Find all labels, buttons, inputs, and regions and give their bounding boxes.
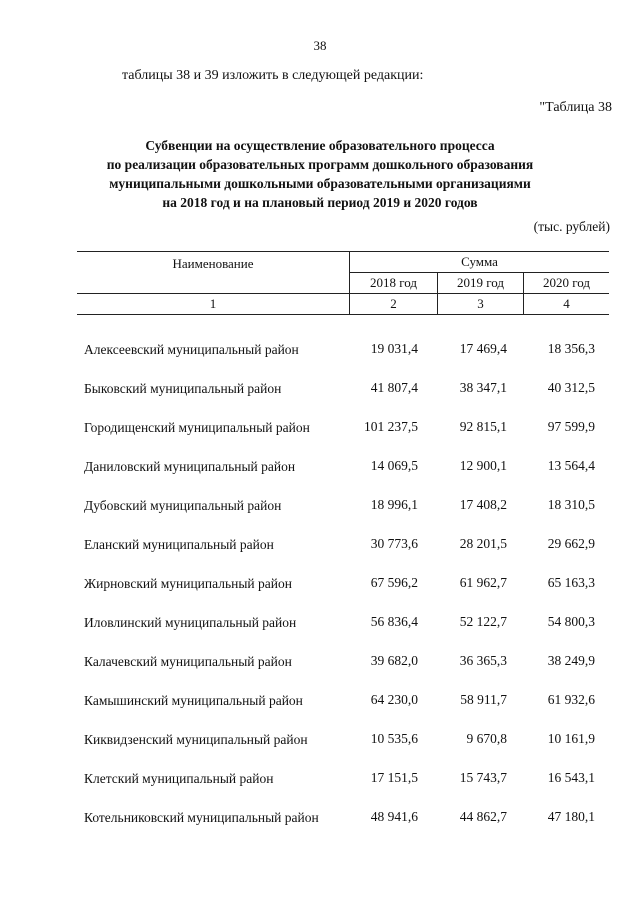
value-2020: 13 564,4 <box>547 458 595 473</box>
district-name: Клетский муниципальный район <box>84 771 274 786</box>
table-row <box>0 563 640 602</box>
title-line: на 2018 год и на плановый период 2019 и 2020 годов <box>162 195 478 210</box>
value-2018: 64 230,0 <box>370 692 418 707</box>
title-line: по реализации образовательных программ дошкольного образования <box>106 157 534 172</box>
value-2018: 30 773,6 <box>370 536 418 551</box>
table-row <box>0 524 640 563</box>
value-2020: 65 163,3 <box>547 575 595 590</box>
table-reference: "Таблица 38 <box>539 100 612 115</box>
value-2018: 19 031,4 <box>370 341 418 356</box>
title-line: Субвенции на осуществление образовательного процесса <box>145 138 495 153</box>
value-2018: 39 682,0 <box>370 653 418 668</box>
table-row <box>0 719 640 758</box>
value-2019: 38 347,1 <box>459 380 507 395</box>
page-number: 38 <box>313 38 327 53</box>
value-2018: 56 836,4 <box>370 614 418 629</box>
value-2019: 28 201,5 <box>459 536 507 551</box>
value-2020: 61 932,6 <box>547 692 595 707</box>
header-col-number: 4 <box>524 294 610 315</box>
units-label: (тыс. рублей) <box>533 219 610 234</box>
header-col-number: 1 <box>77 294 350 315</box>
value-2019: 17 469,4 <box>459 341 507 356</box>
intro-text: таблицы 38 и 39 изложить в следующей редакции: <box>122 68 424 83</box>
value-2018: 10 535,6 <box>370 731 418 746</box>
district-name: Еланский муниципальный район <box>84 537 274 552</box>
header-sum: Сумма <box>350 252 610 273</box>
value-2020: 47 180,1 <box>547 809 595 824</box>
value-2020: 54 800,3 <box>547 614 595 629</box>
value-2020: 40 312,5 <box>547 380 595 395</box>
value-2018: 41 807,4 <box>370 380 418 395</box>
table-row <box>0 446 640 485</box>
table-row <box>0 758 640 797</box>
value-2019: 44 862,7 <box>459 809 507 824</box>
value-2019: 92 815,1 <box>459 419 507 434</box>
document-title <box>0 136 640 212</box>
value-2018: 48 941,6 <box>370 809 418 824</box>
header-year-2020: 2020 год <box>524 273 610 294</box>
value-2018: 18 996,1 <box>370 497 418 512</box>
table-row <box>0 329 640 368</box>
table-row <box>0 485 640 524</box>
value-2018: 17 151,5 <box>370 770 418 785</box>
district-name: Городищенский муниципальный район <box>84 420 310 435</box>
value-2018: 14 069,5 <box>370 458 418 473</box>
district-name: Жирновский муниципальный район <box>84 576 292 591</box>
value-2019: 58 911,7 <box>460 692 507 707</box>
value-2018: 101 237,5 <box>364 419 418 434</box>
district-name: Быковский муниципальный район <box>84 381 282 396</box>
value-2020: 29 662,9 <box>547 536 595 551</box>
value-2019: 17 408,2 <box>459 497 507 512</box>
table-body <box>0 329 640 836</box>
table-row <box>0 602 640 641</box>
table-row <box>0 641 640 680</box>
table-header <box>77 251 609 315</box>
value-2019: 36 365,3 <box>459 653 507 668</box>
district-name: Алексеевский муниципальный район <box>84 342 299 357</box>
value-2019: 12 900,1 <box>459 458 507 473</box>
district-name: Калачевский муниципальный район <box>84 654 292 669</box>
value-2020: 16 543,1 <box>547 770 595 785</box>
table-row <box>0 407 640 446</box>
value-2019: 15 743,7 <box>459 770 507 785</box>
header-year-2019: 2019 год <box>438 273 524 294</box>
value-2020: 38 249,9 <box>547 653 595 668</box>
title-line: муниципальными дошкольными образовательными организациями <box>109 176 531 191</box>
value-2020: 97 599,9 <box>547 419 595 434</box>
header-col-number: 3 <box>438 294 524 315</box>
value-2019: 52 122,7 <box>459 614 507 629</box>
district-name: Камышинский муниципальный район <box>84 693 303 708</box>
value-2020: 18 356,3 <box>547 341 595 356</box>
district-name: Иловлинский муниципальный район <box>84 615 297 630</box>
value-2019: 61 962,7 <box>459 575 507 590</box>
district-name: Киквидзенский муниципальный район <box>84 732 308 747</box>
value-2020: 10 161,9 <box>547 731 595 746</box>
value-2019: 9 670,8 <box>466 731 507 746</box>
district-name: Даниловский муниципальный район <box>84 459 296 474</box>
table-row <box>0 368 640 407</box>
value-2018: 67 596,2 <box>370 575 418 590</box>
table-row <box>0 680 640 719</box>
district-name: Дубовский муниципальный район <box>84 498 282 513</box>
header-name: Наименование <box>77 252 350 294</box>
district-name: Котельниковский муниципальный район <box>84 810 319 825</box>
header-col-number: 2 <box>350 294 438 315</box>
header-year-2018: 2018 год <box>350 273 438 294</box>
table-row <box>0 797 640 836</box>
value-2020: 18 310,5 <box>547 497 595 512</box>
